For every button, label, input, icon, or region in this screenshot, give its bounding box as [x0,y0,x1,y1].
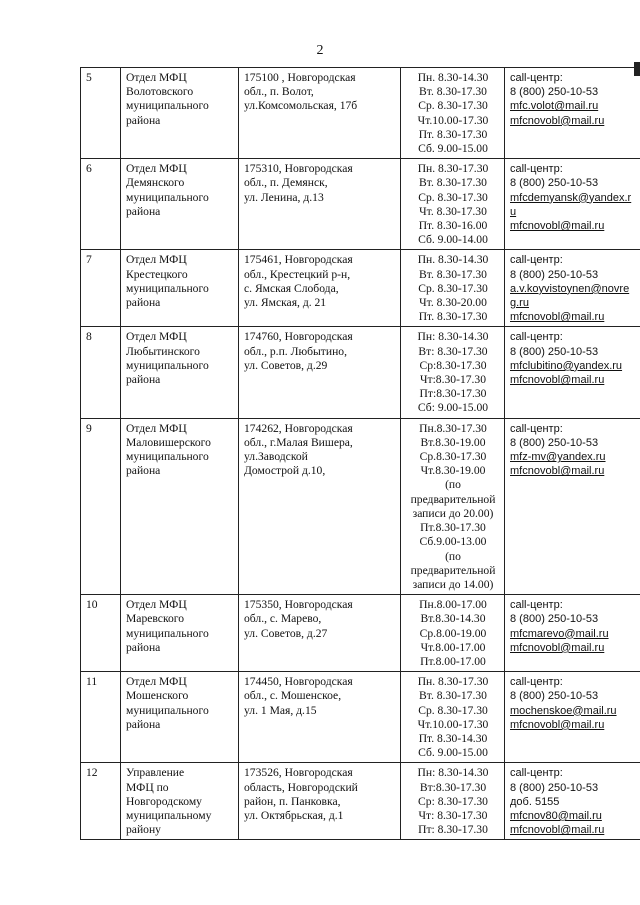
hours-line: Ср. 8.30-17.30 [418,281,488,295]
table-row [81,327,640,418]
table-row [81,250,640,327]
department-line: района [126,113,161,127]
row-number-cell [81,159,121,250]
hours-line: Сб: 9.00-15.00 [417,401,489,415]
row-number-cell [81,595,121,672]
table-row [81,418,640,594]
department-line: Отдел МФЦ [126,162,187,176]
email-link[interactable]: u [510,205,517,218]
address-line: обл., Крестецкий р-н, [244,267,351,281]
hours-line: (по [445,478,461,492]
department-line: муниципальному [126,808,212,822]
department-line: муниципального [126,450,209,464]
address-line: 175350, Новгородская [244,598,353,612]
contacts-cell [505,250,640,327]
department-line: района [126,464,161,478]
table-row [81,159,640,250]
hours-line: Ср. 8.30-17.30 [418,99,488,113]
hours-line: Пт. 8.30-16.00 [418,219,488,233]
address-line: Домострой д.10, [244,464,326,478]
contacts-cell [505,159,640,250]
hours-line: Пт.8.00-17.00 [420,654,486,668]
row-number-cell [81,250,121,327]
address-line: с. Ямская Слобода, [244,281,339,295]
address-line: 174760, Новгородская [244,330,353,344]
hours-cell [401,327,505,418]
hours-line: Сб. 9.00-15.00 [418,142,488,156]
table-row [81,763,640,840]
phone-number: 8 (800) 250-10-53 [510,177,599,190]
page-number: 2 [316,43,324,58]
hours-line: Ср. 8.30-17.30 [418,190,488,204]
address-line: 175461, Новгородская [244,253,353,267]
call-center-label: call-центр: [510,254,563,267]
department-line: Отдел МФЦ [126,253,187,267]
email-link[interactable]: mfcnovobl@mail.ru [510,220,605,233]
hours-line: Пн. 8.30-14.30 [417,253,489,267]
hours-line: Чт: 8.30-17.30 [418,808,488,822]
email-link[interactable]: g.ru [510,297,529,310]
address-cell [239,250,401,327]
hours-line: Сб. 9.00-15.00 [418,746,488,760]
email-link[interactable]: mfcnovobl@mail.ru [510,465,605,478]
address-line: ул. Советов, д.27 [244,626,328,640]
hours-line: записи до 20.00) [412,506,494,520]
address-line: 174450, Новгородская [244,675,353,689]
address-line: район, п. Панковка, [244,794,341,808]
hours-line: Чт.10.00-17.30 [417,717,489,731]
hours-line: Пн. 8.30-14.30 [417,71,489,84]
department-line: Отдел МФЦ [126,675,187,689]
row-number: 5 [86,71,92,84]
hours-line: предварительной [410,492,496,506]
department-cell [121,68,239,159]
phone-number: 8 (800) 250-10-53 [510,345,599,358]
phone-number: 8 (800) 250-10-53 [510,436,599,449]
address-line: ул.Комсомольская, 17б [244,99,358,113]
address-line: 175100 , Новгородская [244,71,356,84]
email-link[interactable]: mfcnovobl@mail.ru [510,374,605,387]
hours-line: записи до 14.00) [412,577,494,591]
hours-line: Пн: 8.30-14.30 [417,330,489,344]
call-center-label: call-центр: [510,163,563,176]
address-line: ул. Ленина, д.13 [244,190,324,204]
row-number: 12 [86,766,98,780]
phone-number: 8 (800) 250-10-53 [510,613,599,626]
department-line: района [126,640,161,654]
department-line: Демянского [126,176,185,190]
department-line: району [126,823,161,837]
department-line: муниципального [126,190,209,204]
department-line: Отдел МФЦ [126,330,187,344]
address-line: ул. Советов, д.29 [244,358,328,372]
row-number: 6 [86,162,92,176]
address-cell [239,763,401,840]
hours-line: (по [445,549,461,563]
phone-number: 8 (800) 250-10-53 [510,781,599,794]
department-line: Управление [126,766,185,780]
hours-line: Чт. 8.30-17.30 [419,204,487,218]
address-cell [239,327,401,418]
hours-line: Сб.9.00-13.00 [419,535,487,549]
hours-line: Пн. 8.30-17.30 [417,162,489,176]
hours-line: Чт. 8.30-20.00 [419,296,487,310]
hours-line: Чт.10.00-17.30 [417,113,489,127]
address-line: ул. 1 Мая, д.15 [244,703,317,717]
department-line: муниципального [126,281,209,295]
hours-cell [401,68,505,159]
department-cell [121,327,239,418]
email-link[interactable]: mfclubitino@yandex.ru [510,359,623,372]
hours-line: Пт. 8.30-14.30 [418,731,488,745]
address-line: ул. Ямская, д. 21 [244,296,327,310]
address-line: обл., с. Марево, [244,612,322,626]
email-link[interactable]: mfcdemyansk@yandex.r [510,191,632,204]
hours-line: Чт.8.30-19.00 [420,464,486,478]
email-link[interactable]: mfcnovobl@mail.ru [510,824,605,837]
department-line: Отдел МФЦ [126,598,187,612]
hours-cell [401,159,505,250]
department-line: района [126,717,161,731]
hours-line: Вт.8.30-14.30 [420,612,486,626]
department-cell [121,159,239,250]
email-link[interactable]: mfcmarevo@mail.ru [510,627,609,640]
hours-line: Вт.8.30-19.00 [420,435,486,449]
hours-line: Вт. 8.30-17.30 [419,85,487,99]
row-number: 9 [86,421,92,435]
hours-line: Вт:8.30-17.30 [419,780,487,794]
contacts-cell [505,418,640,594]
hours-line: Ср:8.30-17.30 [419,358,487,372]
department-line: Волотовского [126,85,194,99]
hours-line: Пт:8.30-17.30 [419,387,487,401]
row-number: 7 [86,253,92,267]
address-cell [239,418,401,594]
hours-line: предварительной [410,563,496,577]
table-row [81,595,640,672]
address-line: область, Новгородский [244,780,358,794]
department-cell [121,418,239,594]
hours-line: Пт.8.30-17.30 [420,521,486,535]
hours-line: Пн.8.30-17.30 [419,421,487,435]
email-link[interactable]: mfz-mv@yandex.ru [510,451,606,464]
department-line: муниципального [126,703,209,717]
contacts-cell [505,763,640,840]
department-line: муниципального [126,626,209,640]
hours-line: Ср.8.00-19.00 [419,626,487,640]
call-center-label: call-центр: [510,422,563,435]
call-center-label: call-центр: [510,676,563,689]
hours-cell [401,418,505,594]
email-link[interactable]: mfcnovobl@mail.ru [510,718,605,731]
hours-line: Вт. 8.30-17.30 [419,689,487,703]
email-link[interactable]: mochenskoe@mail.ru [510,704,617,717]
department-line: района [126,373,161,387]
hours-cell [401,672,505,763]
department-line: Маловишерского [126,435,211,449]
call-center-label: call-центр: [510,331,563,344]
address-cell [239,595,401,672]
table-row [81,68,640,159]
row-number-cell [81,672,121,763]
hours-line: Вт. 8.30-17.30 [419,176,487,190]
row-number-cell [81,327,121,418]
hours-line: Пн. 8.30-17.30 [417,675,489,689]
address-cell [239,68,401,159]
phone-extension: доб. 5155 [510,795,560,808]
address-line: 173526, Новгородская [244,766,353,780]
row-number-cell [81,68,121,159]
address-line: 174262, Новгородская [244,421,353,435]
row-number-cell [81,418,121,594]
contacts-cell [505,327,640,418]
address-line: ул.Заводской [244,450,308,464]
hours-line: Пт: 8.30-17.30 [418,823,488,837]
email-link[interactable]: mfcnovobl@mail.ru [510,114,605,127]
address-line: обл., с. Мошенское, [244,689,342,703]
hours-line: Чт:8.30-17.30 [419,373,487,387]
phone-number: 8 (800) 250-10-53 [510,86,599,99]
call-center-label: call-центр: [510,72,563,84]
call-center-label: call-центр: [510,599,563,612]
hours-line: Сб. 9.00-14.00 [418,233,488,247]
contacts-cell [505,68,640,159]
email-link[interactable]: mfc.volot@mail.ru [510,100,599,113]
address-cell [239,672,401,763]
department-cell [121,672,239,763]
row-number: 8 [86,330,92,344]
phone-number: 8 (800) 250-10-53 [510,268,599,281]
email-link[interactable]: mfcnov80@mail.ru [510,809,602,822]
department-line: муниципального [126,99,209,113]
contacts-cell [505,672,640,763]
department-line: Крестецкого [126,267,188,281]
email-link[interactable]: a.v.koyvistoynen@novre [510,282,630,295]
department-line: района [126,296,161,310]
address-line: обл., г.Малая Вишера, [244,435,353,449]
phone-number: 8 (800) 250-10-53 [510,690,599,703]
department-line: Отдел МФЦ [126,421,187,435]
hours-line: Ср: 8.30-17.30 [418,794,488,808]
hours-cell [401,595,505,672]
hours-line: Пт. 8.30-17.30 [418,310,488,324]
row-number: 11 [86,675,98,689]
hours-line: Пн: 8.30-14.30 [417,766,489,780]
mfc-contact-table [80,67,640,840]
hours-cell [401,763,505,840]
department-cell [121,595,239,672]
table-row [81,672,640,763]
table-body [81,68,640,840]
department-line: Любытинского [126,344,200,358]
department-line: муниципального [126,358,209,372]
hours-line: Чт.8.00-17.00 [420,640,486,654]
department-line: Новгородскому [126,794,202,808]
department-line: района [126,204,161,218]
hours-line: Пн.8.00-17.00 [419,598,487,612]
department-cell [121,763,239,840]
contacts-cell [505,595,640,672]
hours-line: Ср. 8.30-17.30 [418,703,488,717]
department-line: Отдел МФЦ [126,71,187,84]
address-line: 175310, Новгородская [244,162,353,176]
address-line: обл., п. Демянск, [244,176,328,190]
department-line: МФЦ по [126,780,169,794]
address-line: ул. Октябрьская, д.1 [244,808,344,822]
email-link[interactable]: mfcnovobl@mail.ru [510,641,605,654]
department-line: Маревского [126,612,185,626]
email-link[interactable]: mfcnovobl@mail.ru [510,311,605,324]
row-number-cell [81,763,121,840]
address-cell [239,159,401,250]
call-center-label: call-центр: [510,767,563,780]
row-number: 10 [86,598,98,612]
hours-cell [401,250,505,327]
hours-line: Пт. 8.30-17.30 [418,127,488,141]
hours-line: Вт. 8.30-17.30 [419,267,487,281]
department-line: Мошенского [126,689,189,703]
department-cell [121,250,239,327]
address-line: обл., р.п. Любытино, [244,344,347,358]
address-line: обл., п. Волот, [244,85,314,99]
hours-line: Ср.8.30-17.30 [419,450,487,464]
hours-line: Вт: 8.30-17.30 [418,344,488,358]
